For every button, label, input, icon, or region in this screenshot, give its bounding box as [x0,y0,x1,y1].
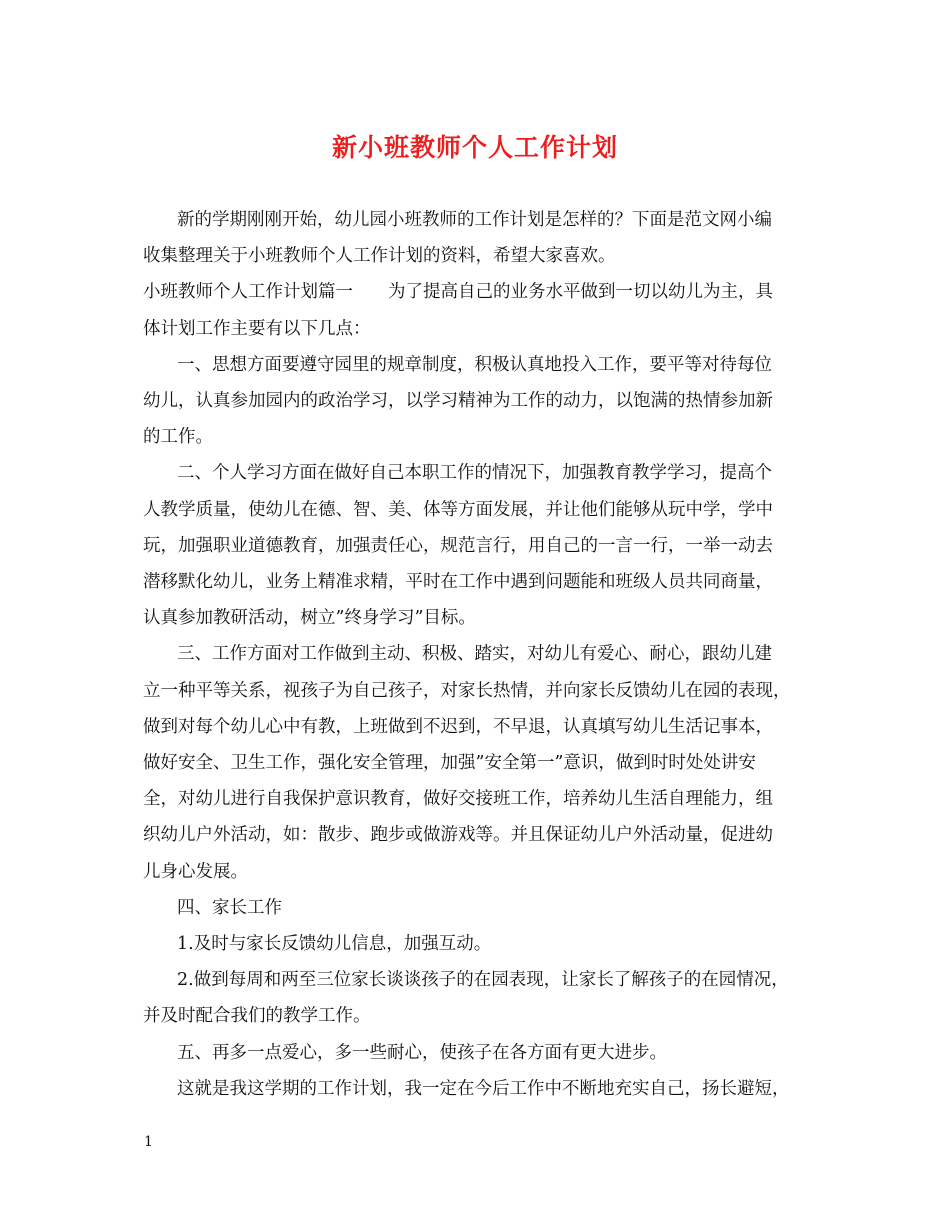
body-line: 1.及时与家长反馈幼儿信息，加强互动。 [177,934,492,955]
document-body [143,202,823,1107]
body-line: 玩，加强职业道德教育，加强责任心，规范言行，用自己的一言一行，一举一动去 [143,535,773,556]
body-line: 织幼儿户外活动，如：散步、跑步或做游戏等。并且保证幼儿户外活动量，促进幼 [143,825,773,846]
body-line: 四、家长工作 [177,897,282,918]
body-line: 的工作。 [143,427,213,448]
body-line: 儿身心发展。 [143,861,248,882]
body-line: 认真参加教研活动，树立”终身学习”目标。 [143,608,476,629]
body-line: 小班教师个人工作计划篇一 为了提高自己的业务水平做到一切以幼儿为主，具 [143,282,773,303]
body-line: 做到对每个幼儿心中有教，上班做到不迟到，不早退，认真填写幼儿生活记事本， [143,716,773,737]
body-line: 立一种平等关系，视孩子为自己孩子，对家长热情，并向家长反馈幼儿在园的表现， [143,680,791,701]
body-line: 五、再多一点爱心，多一些耐心，使孩子在各方面有更大进步。 [177,1042,667,1063]
document-title: 新小班教师个人工作计划 [331,133,618,162]
body-line: 全，对幼儿进行自我保护意识教育，做好交接班工作，培养幼儿生活自理能力，组 [143,789,773,810]
body-line: 这就是我这学期的工作计划，我一定在今后工作中不断地充实自己，扬长避短， [177,1078,790,1099]
body-line: 收集整理关于小班教师个人工作计划的资料，希望大家喜欢。 [143,246,616,267]
body-line: 二、个人学习方面在做好自己本职工作的情况下，加强教育教学学习，提高个 [177,463,772,484]
body-line: 新的学期刚刚开始，幼儿园小班教师的工作计划是怎样的？下面是范文网小编 [177,210,772,230]
body-line: 并及时配合我们的教学工作。 [143,1006,371,1027]
body-line: 幼儿，认真参加园内的政治学习，以学习精神为工作的动力，以饱满的热情参加新 [143,391,773,412]
body-line: 人教学质量，使幼儿在德、智、美、体等方面发展，并让他们能够从玩中学，学中 [143,499,773,520]
body-line: 做好安全、卫生工作，强化安全管理，加强”安全第一”意识，做到时时处处讲安 [143,753,756,774]
body-line: 2.做到每周和两至三位家长谈谈孩子的在园表现，让家长了解孩子的在园情况， [177,970,789,991]
body-line: 体计划工作主要有以下几点： [143,318,371,339]
page-number: 1 [144,1134,153,1150]
body-line: 三、工作方面对工作做到主动、积极、踏实，对幼儿有爱心、耐心，跟幼儿建 [177,644,772,665]
body-line: 潜移默化幼儿，业务上精准求精，平时在工作中遇到问题能和班级人员共同商量， [143,572,773,593]
body-line: 一、思想方面要遵守园里的规章制度，积极认真地投入工作，要平等对待每位 [177,354,772,375]
